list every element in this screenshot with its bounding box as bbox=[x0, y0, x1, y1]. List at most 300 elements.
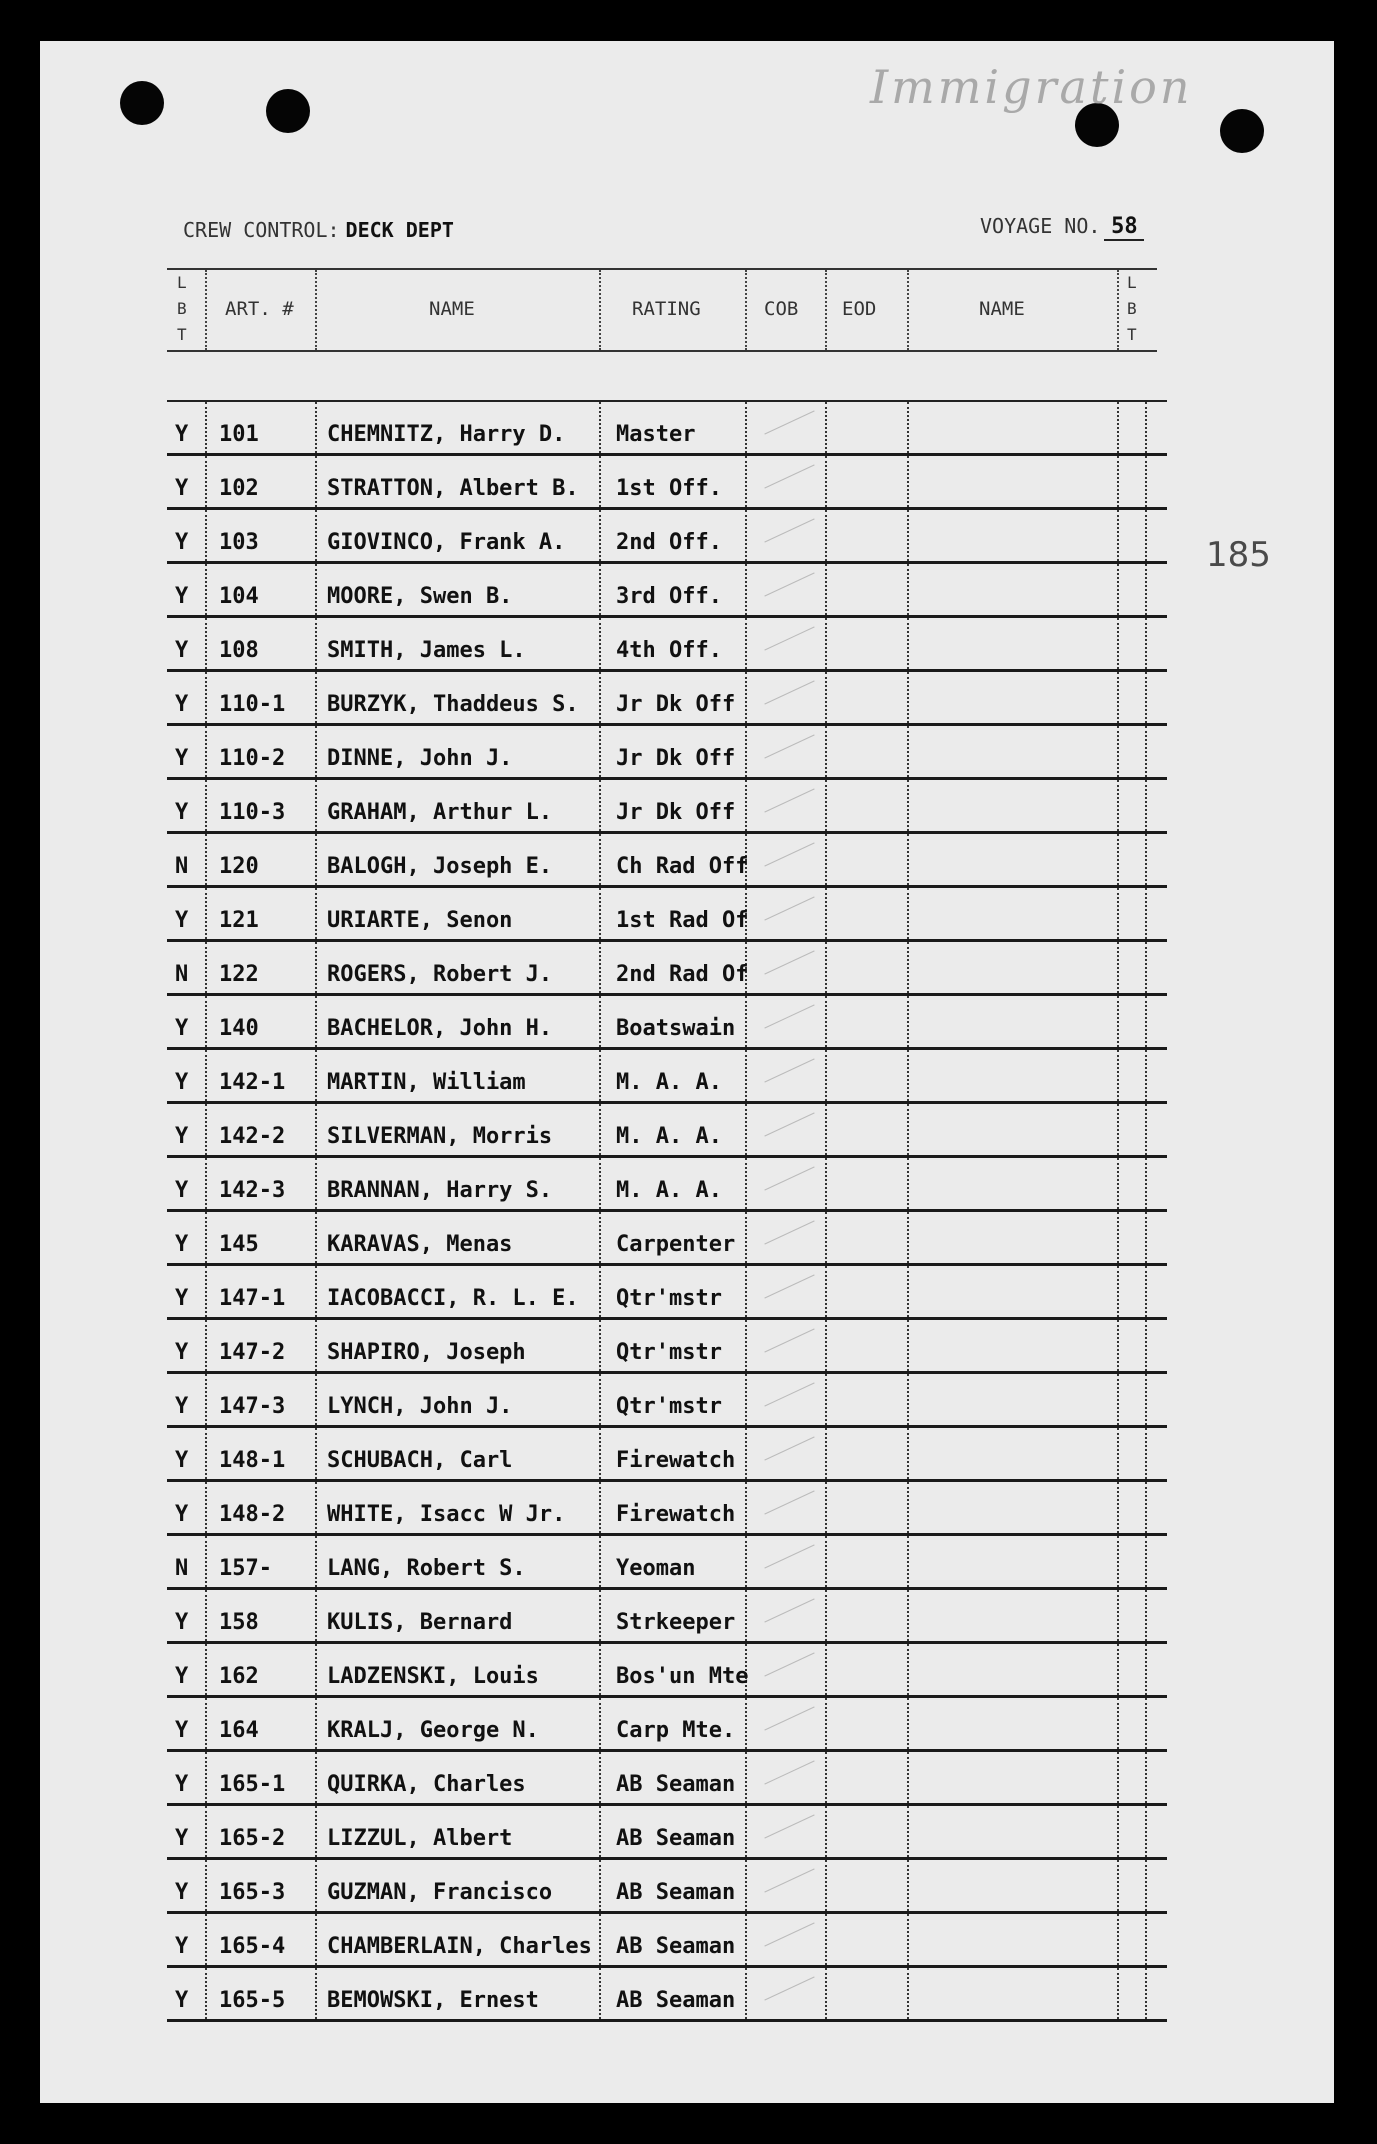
voyage-number: 58 bbox=[1104, 214, 1144, 241]
column-divider bbox=[205, 1428, 207, 1479]
rating-cell: Strkeeper bbox=[616, 1610, 736, 1635]
column-divider bbox=[315, 564, 317, 615]
rating-cell: Firewatch bbox=[616, 1448, 736, 1473]
column-divider bbox=[205, 1590, 207, 1641]
lbt-cell: Y bbox=[175, 692, 189, 717]
column-divider bbox=[907, 1698, 909, 1749]
column-divider bbox=[599, 1158, 601, 1209]
column-divider bbox=[907, 780, 909, 831]
column-divider bbox=[1145, 672, 1147, 723]
column-divider bbox=[825, 942, 827, 993]
name-cell: MARTIN, William bbox=[327, 1070, 526, 1095]
lbt-cell: Y bbox=[175, 1232, 189, 1257]
column-divider bbox=[745, 1212, 747, 1263]
column-divider bbox=[315, 834, 317, 885]
name-cell: SILVERMAN, Morris bbox=[327, 1124, 553, 1149]
column-divider bbox=[315, 1428, 317, 1479]
column-divider bbox=[315, 1212, 317, 1263]
column-divider bbox=[599, 1212, 601, 1263]
column-divider bbox=[1117, 1320, 1119, 1371]
pencil-mark bbox=[764, 1922, 814, 1946]
column-divider bbox=[205, 1968, 207, 2019]
column-divider bbox=[599, 780, 601, 831]
column-divider bbox=[599, 618, 601, 669]
column-divider bbox=[205, 1536, 207, 1587]
column-divider bbox=[825, 1968, 827, 2019]
column-divider bbox=[599, 1050, 601, 1101]
column-divider bbox=[745, 1806, 747, 1857]
column-divider bbox=[745, 672, 747, 723]
rating-cell: 2nd Rad Of bbox=[616, 962, 749, 987]
column-divider bbox=[907, 1482, 909, 1533]
crew-table bbox=[167, 400, 1167, 2022]
name-cell: MOORE, Swen B. bbox=[327, 584, 513, 609]
art-number-cell: 147-1 bbox=[219, 1286, 286, 1311]
column-divider bbox=[825, 456, 827, 507]
column-divider bbox=[205, 1104, 207, 1155]
pencil-mark bbox=[764, 626, 814, 650]
column-divider bbox=[205, 1320, 207, 1371]
column-divider bbox=[599, 1914, 601, 1965]
column-divider bbox=[1145, 834, 1147, 885]
rating-cell: Jr Dk Off bbox=[616, 800, 736, 825]
column-divider bbox=[1117, 726, 1119, 777]
pencil-mark bbox=[764, 1004, 814, 1028]
column-divider bbox=[599, 1104, 601, 1155]
rating-cell: Carp Mte. bbox=[616, 1718, 736, 1743]
table-row bbox=[167, 1860, 1167, 1914]
art-number-cell: 103 bbox=[219, 530, 259, 555]
lbt-cell: Y bbox=[175, 1070, 189, 1095]
column-divider bbox=[1145, 1590, 1147, 1641]
lbt-cell: Y bbox=[175, 1502, 189, 1527]
pencil-mark bbox=[764, 896, 814, 920]
column-divider bbox=[1145, 1698, 1147, 1749]
pencil-mark bbox=[764, 464, 814, 488]
column-divider bbox=[1117, 1266, 1119, 1317]
rating-cell: 1st Rad Of bbox=[616, 908, 749, 933]
column-divider bbox=[1145, 1158, 1147, 1209]
lbt-cell: Y bbox=[175, 1016, 189, 1041]
column-divider bbox=[1117, 564, 1119, 615]
column-divider bbox=[1145, 1752, 1147, 1803]
column-divider bbox=[1117, 1212, 1119, 1263]
column-divider bbox=[907, 1428, 909, 1479]
column-divider bbox=[205, 942, 207, 993]
rating-cell: Yeoman bbox=[616, 1556, 696, 1581]
art-number-cell: 165-1 bbox=[219, 1772, 286, 1797]
name-cell: GRAHAM, Arthur L. bbox=[327, 800, 553, 825]
column-divider bbox=[1145, 1320, 1147, 1371]
name-cell: CHAMBERLAIN, Charles bbox=[327, 1934, 592, 1959]
lbt-cell: Y bbox=[175, 1178, 189, 1203]
art-number-cell: 102 bbox=[219, 476, 259, 501]
column-divider bbox=[315, 672, 317, 723]
voyage-label: VOYAGE NO. bbox=[980, 214, 1101, 238]
column-divider bbox=[315, 1806, 317, 1857]
column-divider bbox=[599, 1428, 601, 1479]
column-divider bbox=[205, 1806, 207, 1857]
pencil-mark bbox=[764, 950, 814, 974]
column-divider bbox=[599, 1482, 601, 1533]
lbt-cell: Y bbox=[175, 1286, 189, 1311]
column-divider bbox=[205, 672, 207, 723]
department-name: DECK DEPT bbox=[345, 218, 454, 242]
column-divider bbox=[599, 1266, 601, 1317]
column-divider bbox=[599, 510, 601, 561]
column-divider bbox=[907, 1536, 909, 1587]
rating-cell: AB Seaman bbox=[616, 1826, 736, 1851]
pencil-mark bbox=[764, 410, 814, 434]
table-row bbox=[167, 1320, 1167, 1374]
pencil-mark bbox=[764, 1598, 814, 1622]
column-divider bbox=[315, 1320, 317, 1371]
column-divider bbox=[315, 1860, 317, 1911]
column-divider bbox=[825, 1482, 827, 1533]
pencil-mark bbox=[764, 1490, 814, 1514]
rating-cell: M. A. A. bbox=[616, 1070, 722, 1095]
column-divider bbox=[599, 402, 601, 453]
table-row bbox=[167, 1536, 1167, 1590]
rating-cell: 3rd Off. bbox=[616, 584, 722, 609]
column-divider bbox=[1117, 1104, 1119, 1155]
lbt-cell: Y bbox=[175, 1664, 189, 1689]
name-cell: GUZMAN, Francisco bbox=[327, 1880, 553, 1905]
column-divider bbox=[745, 1914, 747, 1965]
rating-cell: M. A. A. bbox=[616, 1178, 722, 1203]
table-row bbox=[167, 1482, 1167, 1536]
column-divider bbox=[315, 1374, 317, 1425]
pencil-mark bbox=[764, 1652, 814, 1676]
column-divider bbox=[315, 618, 317, 669]
lbt-cell: Y bbox=[175, 908, 189, 933]
column-divider bbox=[1145, 1914, 1147, 1965]
art-number-cell: 140 bbox=[219, 1016, 259, 1041]
column-divider bbox=[599, 564, 601, 615]
column-divider bbox=[599, 1644, 601, 1695]
pencil-mark bbox=[764, 734, 814, 758]
column-divider bbox=[1117, 1806, 1119, 1857]
name-cell: KRALJ, George N. bbox=[327, 1718, 539, 1743]
column-divider bbox=[205, 1212, 207, 1263]
table-row bbox=[167, 834, 1167, 888]
column-divider bbox=[1145, 618, 1147, 669]
pencil-mark bbox=[764, 1868, 814, 1892]
name-cell: LIZZUL, Albert bbox=[327, 1826, 513, 1851]
table-row bbox=[167, 1266, 1167, 1320]
table-row bbox=[167, 1644, 1167, 1698]
art-number-cell: 142-2 bbox=[219, 1124, 286, 1149]
column-divider bbox=[205, 1158, 207, 1209]
column-divider bbox=[825, 1698, 827, 1749]
column-divider bbox=[745, 1968, 747, 2019]
column-divider bbox=[745, 996, 747, 1047]
column-divider bbox=[599, 726, 601, 777]
lbt-header-right: L B T bbox=[1127, 273, 1137, 344]
column-divider bbox=[825, 726, 827, 777]
lbt-cell: Y bbox=[175, 584, 189, 609]
art-number-cell: 148-2 bbox=[219, 1502, 286, 1527]
lbt-cell: N bbox=[175, 854, 189, 879]
table-row bbox=[167, 1428, 1167, 1482]
column-divider bbox=[1145, 1428, 1147, 1479]
rating-cell: AB Seaman bbox=[616, 1934, 736, 1959]
rating-cell: Qtr'mstr bbox=[616, 1340, 722, 1365]
column-divider bbox=[205, 1914, 207, 1965]
pencil-mark bbox=[764, 1220, 814, 1244]
rating-cell: M. A. A. bbox=[616, 1124, 722, 1149]
column-divider bbox=[907, 1050, 909, 1101]
name-cell: QUIRKA, Charles bbox=[327, 1772, 526, 1797]
pencil-mark bbox=[764, 1706, 814, 1730]
column-divider bbox=[599, 888, 601, 939]
column-divider bbox=[1145, 1374, 1147, 1425]
column-divider bbox=[315, 1968, 317, 2019]
column-divider bbox=[907, 564, 909, 615]
rating-cell: Ch Rad Off bbox=[616, 854, 749, 879]
col-art: ART. # bbox=[225, 298, 294, 320]
column-divider bbox=[825, 888, 827, 939]
column-divider bbox=[315, 996, 317, 1047]
column-divider bbox=[315, 1104, 317, 1155]
name-cell: CHEMNITZ, Harry D. bbox=[327, 422, 566, 447]
rating-cell: 1st Off. bbox=[616, 476, 722, 501]
table-row bbox=[167, 1590, 1167, 1644]
lbt-cell: Y bbox=[175, 1610, 189, 1635]
lbt-cell: Y bbox=[175, 1448, 189, 1473]
column-divider bbox=[1145, 888, 1147, 939]
column-divider bbox=[907, 1158, 909, 1209]
lbt-cell: Y bbox=[175, 1394, 189, 1419]
art-number-cell: 104 bbox=[219, 584, 259, 609]
column-divider bbox=[1145, 1482, 1147, 1533]
column-divider bbox=[1145, 996, 1147, 1047]
column-divider bbox=[1117, 888, 1119, 939]
column-divider bbox=[599, 1860, 601, 1911]
column-divider bbox=[1117, 1914, 1119, 1965]
pencil-mark bbox=[764, 1976, 814, 2000]
column-divider bbox=[205, 402, 207, 453]
name-cell: WHITE, Isacc W Jr. bbox=[327, 1502, 566, 1527]
column-divider bbox=[907, 402, 909, 453]
name-cell: LANG, Robert S. bbox=[327, 1556, 526, 1581]
art-number-cell: 165-2 bbox=[219, 1826, 286, 1851]
table-row bbox=[167, 1158, 1167, 1212]
column-divider bbox=[315, 780, 317, 831]
lbt-cell: Y bbox=[175, 1934, 189, 1959]
lbt-cell: Y bbox=[175, 1718, 189, 1743]
pencil-mark bbox=[764, 1274, 814, 1298]
pencil-mark bbox=[764, 1166, 814, 1190]
rating-cell: Bos'un Mte bbox=[616, 1664, 749, 1689]
column-divider bbox=[825, 510, 827, 561]
column-divider bbox=[745, 1050, 747, 1101]
column-divider bbox=[825, 1266, 827, 1317]
lbt-cell: Y bbox=[175, 530, 189, 555]
column-divider bbox=[315, 510, 317, 561]
name-cell: ROGERS, Robert J. bbox=[327, 962, 553, 987]
column-divider bbox=[1145, 1050, 1147, 1101]
pencil-mark bbox=[764, 518, 814, 542]
column-divider bbox=[1145, 1968, 1147, 2019]
crew-control-label: CREW CONTROL: bbox=[183, 218, 340, 242]
name-cell: BURZYK, Thaddeus S. bbox=[327, 692, 579, 717]
column-divider bbox=[315, 942, 317, 993]
name-cell: DINNE, John J. bbox=[327, 746, 513, 771]
column-divider bbox=[599, 1590, 601, 1641]
column-divider bbox=[1117, 618, 1119, 669]
column-divider bbox=[1117, 780, 1119, 831]
punch-hole bbox=[1220, 109, 1264, 153]
art-number-cell: 142-3 bbox=[219, 1178, 286, 1203]
column-divider bbox=[745, 1536, 747, 1587]
art-number-cell: 157- bbox=[219, 1556, 272, 1581]
column-divider bbox=[907, 510, 909, 561]
art-number-cell: 121 bbox=[219, 908, 259, 933]
column-divider bbox=[907, 672, 909, 723]
pencil-mark bbox=[764, 1760, 814, 1784]
column-divider bbox=[315, 1158, 317, 1209]
column-divider bbox=[825, 1914, 827, 1965]
column-divider bbox=[825, 1860, 827, 1911]
column-divider bbox=[745, 456, 747, 507]
rating-cell: AB Seaman bbox=[616, 1880, 736, 1905]
column-divider bbox=[1117, 1374, 1119, 1425]
column-divider bbox=[205, 780, 207, 831]
column-divider bbox=[825, 834, 827, 885]
column-divider bbox=[907, 1104, 909, 1155]
column-divider bbox=[1145, 564, 1147, 615]
column-divider bbox=[1117, 402, 1119, 453]
art-number-cell: 142-1 bbox=[219, 1070, 286, 1095]
lbt-cell: Y bbox=[175, 1340, 189, 1365]
column-divider bbox=[599, 1536, 601, 1587]
column-divider bbox=[205, 564, 207, 615]
column-divider bbox=[1117, 1968, 1119, 2019]
lbt-cell: Y bbox=[175, 800, 189, 825]
rating-cell: Carpenter bbox=[616, 1232, 736, 1257]
art-number-cell: 147-3 bbox=[219, 1394, 286, 1419]
column-divider bbox=[907, 1806, 909, 1857]
lbt-cell: Y bbox=[175, 1826, 189, 1851]
column-divider bbox=[745, 510, 747, 561]
column-divider bbox=[825, 618, 827, 669]
pencil-mark bbox=[764, 1328, 814, 1352]
punch-hole bbox=[266, 89, 310, 133]
column-divider bbox=[205, 1698, 207, 1749]
name-cell: URIARTE, Senon bbox=[327, 908, 513, 933]
col-cob: COB bbox=[764, 298, 799, 320]
pencil-mark bbox=[764, 1382, 814, 1406]
table-row bbox=[167, 564, 1167, 618]
column-divider bbox=[1145, 1266, 1147, 1317]
column-divider bbox=[907, 726, 909, 777]
column-divider bbox=[745, 1482, 747, 1533]
column-divider bbox=[1117, 672, 1119, 723]
table-row bbox=[167, 726, 1167, 780]
rating-cell: Master bbox=[616, 422, 696, 447]
column-divider bbox=[825, 1050, 827, 1101]
column-divider bbox=[1117, 1158, 1119, 1209]
column-divider bbox=[599, 1968, 601, 2019]
name-cell: SHAPIRO, Joseph bbox=[327, 1340, 526, 1365]
rating-cell: Boatswain bbox=[616, 1016, 736, 1041]
column-divider bbox=[745, 1860, 747, 1911]
column-divider bbox=[315, 1536, 317, 1587]
column-divider bbox=[315, 1644, 317, 1695]
table-row bbox=[167, 1698, 1167, 1752]
art-number-cell: 165-5 bbox=[219, 1988, 286, 2013]
column-divider bbox=[745, 1158, 747, 1209]
column-divider bbox=[745, 402, 747, 453]
table-row bbox=[167, 1374, 1167, 1428]
column-divider bbox=[315, 1752, 317, 1803]
column-divider bbox=[825, 402, 827, 453]
column-divider bbox=[1117, 834, 1119, 885]
column-divider bbox=[205, 510, 207, 561]
column-divider bbox=[599, 1806, 601, 1857]
table-row bbox=[167, 888, 1167, 942]
column-divider bbox=[1117, 1590, 1119, 1641]
table-row bbox=[167, 402, 1167, 456]
name-cell: SMITH, James L. bbox=[327, 638, 526, 663]
art-number-cell: 165-4 bbox=[219, 1934, 286, 1959]
art-number-cell: 147-2 bbox=[219, 1340, 286, 1365]
table-row bbox=[167, 1212, 1167, 1266]
column-divider bbox=[745, 1590, 747, 1641]
name-cell: BEMOWSKI, Ernest bbox=[327, 1988, 539, 2013]
name-cell: BRANNAN, Harry S. bbox=[327, 1178, 553, 1203]
table-row bbox=[167, 1050, 1167, 1104]
column-divider bbox=[1117, 1482, 1119, 1533]
table-row bbox=[167, 618, 1167, 672]
column-divider bbox=[1117, 1536, 1119, 1587]
column-divider bbox=[205, 1752, 207, 1803]
column-divider bbox=[1117, 1644, 1119, 1695]
column-divider bbox=[907, 1752, 909, 1803]
column-divider bbox=[745, 1104, 747, 1155]
col-rating: RATING bbox=[632, 298, 701, 320]
art-number-cell: 158 bbox=[219, 1610, 259, 1635]
col-name-2: NAME bbox=[979, 298, 1025, 320]
column-divider bbox=[745, 1266, 747, 1317]
lbt-cell: Y bbox=[175, 746, 189, 771]
column-divider bbox=[599, 942, 601, 993]
art-number-cell: 164 bbox=[219, 1718, 259, 1743]
rating-cell: Firewatch bbox=[616, 1502, 736, 1527]
column-divider bbox=[825, 1536, 827, 1587]
pencil-mark bbox=[764, 1814, 814, 1838]
name-cell: BACHELOR, John H. bbox=[327, 1016, 553, 1041]
column-divider bbox=[1145, 1806, 1147, 1857]
column-divider bbox=[825, 1752, 827, 1803]
column-divider bbox=[745, 726, 747, 777]
column-divider bbox=[205, 456, 207, 507]
column-divider bbox=[205, 1374, 207, 1425]
column-divider bbox=[1145, 510, 1147, 561]
column-divider bbox=[599, 1320, 601, 1371]
column-divider bbox=[825, 1806, 827, 1857]
column-divider bbox=[1117, 1428, 1119, 1479]
column-divider bbox=[205, 834, 207, 885]
column-divider bbox=[907, 996, 909, 1047]
table-row bbox=[167, 510, 1167, 564]
column-divider bbox=[1117, 1698, 1119, 1749]
column-divider bbox=[907, 1374, 909, 1425]
art-number-cell: 122 bbox=[219, 962, 259, 987]
lbt-header-left: L B T bbox=[177, 273, 187, 344]
column-divider bbox=[825, 1428, 827, 1479]
